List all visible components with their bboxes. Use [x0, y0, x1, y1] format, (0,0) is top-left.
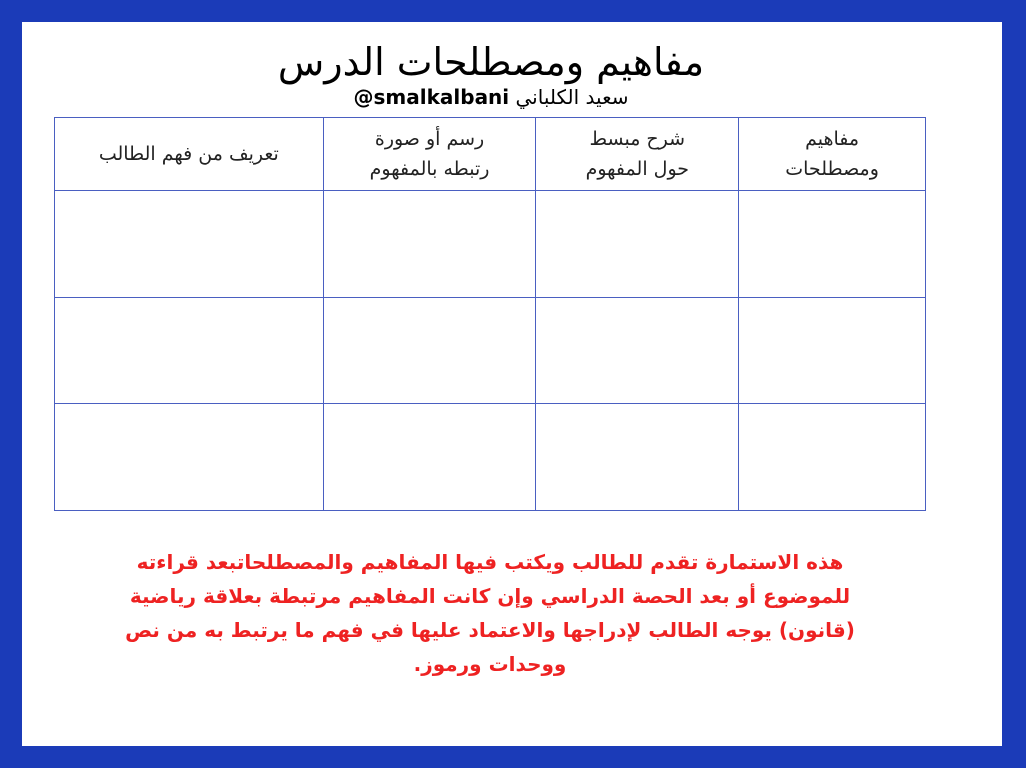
column-header-definition: تعريف من فهم الطالب	[55, 118, 324, 191]
table-cell[interactable]	[55, 404, 324, 511]
column-header-drawing: رسم أو صورة رتبطه بالمفهوم	[323, 118, 536, 191]
table-row	[55, 191, 926, 298]
author-name: سعيد الكلباني	[515, 85, 629, 109]
table-cell[interactable]	[536, 191, 739, 298]
table-cell[interactable]	[55, 191, 324, 298]
table-cell[interactable]	[739, 297, 926, 404]
table-cell[interactable]	[323, 404, 536, 511]
table-row	[55, 297, 926, 404]
instructions-note: هذه الاستمارة تقدم للطالب ويكتب فيها المفاهيم والمصطلحاتبعد قراءته للموضوع أو بعد الحصة الدراسي وإن كانت المفاهيم مرتبطة بعلاقة رياضية (قانون) يوجه الطالب لإدراجها والاعتماد عليها في فهم ما يرتبط به من نص ووحدات ورموز.	[125, 550, 855, 676]
table-cell[interactable]	[536, 404, 739, 511]
author-line	[0, 84, 1004, 110]
table-cell[interactable]	[739, 191, 926, 298]
author-handle: @smalkalbani	[353, 85, 510, 109]
column-header-concepts: مفاهيم ومصطلحات	[739, 118, 926, 191]
table-cell[interactable]	[55, 297, 324, 404]
concepts-table	[54, 117, 926, 511]
table-header-row	[55, 118, 926, 191]
table-row	[55, 404, 926, 511]
table-cell[interactable]	[323, 191, 536, 298]
table-cell[interactable]	[739, 404, 926, 511]
table-cell[interactable]	[323, 297, 536, 404]
page-title: مفاهيم ومصطلحات الدرس	[277, 40, 705, 84]
table-cell[interactable]	[536, 297, 739, 404]
column-header-explanation: شرح مبسط حول المفهوم	[536, 118, 739, 191]
